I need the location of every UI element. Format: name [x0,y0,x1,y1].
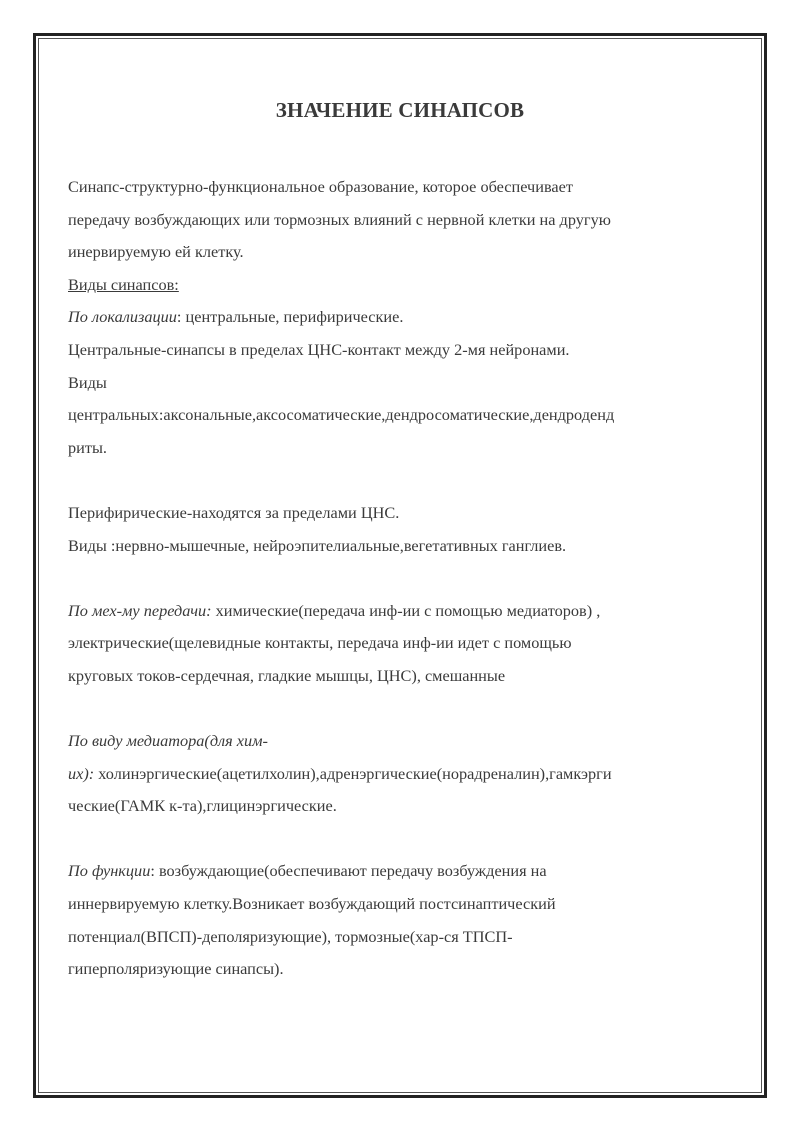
definition-line-2: передачу возбуждающих или тормозных влияний с нервной клетки на другую [68,209,611,229]
mediator-line-3: ческие(ГАМК к-та),глицинэргические. [68,796,337,816]
function-line-3: потенциал(ВПСП)-деполяризующие), тормозные(хар-ся ТПСП- [68,926,513,946]
central-types-line-3: риты. [68,437,107,457]
localization-label: По локализации [68,307,177,327]
peripheral-line: Перифирические-находятся за пределами ЦНС. [68,502,400,522]
spacer [68,562,708,595]
spacer [68,823,708,856]
mechanism-line-1 [68,595,708,628]
mechanism-line-2: электрические(щелевидные контакты, передача инф-ии идет с помощью [68,633,572,653]
definition-line-1: Синапс-структурно-функциональное образование, которое обеспечивает [68,177,574,196]
mediator-label-line-1: По виду медиатора(для хим- [68,731,268,751]
mechanism-line-3: круговых токов-сердечная, гладкие мышцы, ЦНС), смешанные [68,665,506,685]
mediator-label-2: их): [68,763,95,783]
function-text-1: : возбуждающие(обеспечивают передачу возбуждения на [150,861,547,881]
central-synapses-line: Центральные-синапсы в пределах ЦНС-контакт между 2-мя нейронами. [68,339,570,359]
peripheral-types-line: Виды :нервно-мышечные, нейроэпителиальные,вегетативных ганглиев. [68,535,567,555]
function-label: По функции [68,861,151,881]
mediator-text-2: холинэргические(ацетилхолин),адренэргические(норадреналин),гамкэрги [94,763,612,783]
function-line-1 [68,855,708,888]
definition-line-3: инервируемую ей клетку. [68,242,244,262]
function-line-4: гиперполяризующие синапсы). [68,959,284,979]
mechanism-text-1: химические(передача инф-ии с помощью медиаторов) , [211,600,601,620]
localization-line [68,301,708,334]
localization-text: : центральные, перифирические. [176,307,404,327]
mechanism-label: По мех-му передачи: [68,600,212,620]
central-types-line-1: Виды [68,372,107,392]
central-types-line-2: центральных:аксональные,аксосоматические,дендросоматические,дендроденд [68,405,615,425]
spacer [68,464,708,497]
document-title: ЗНАЧЕНИЕ СИНАПСОВ [275,98,525,122]
mediator-line-2 [68,758,708,791]
types-heading: Виды синапсов: [68,274,179,294]
document-body [68,171,708,986]
function-line-2: иннервируемую клетку.Возникает возбуждающий постсинаптический [68,894,556,914]
spacer [68,693,708,726]
